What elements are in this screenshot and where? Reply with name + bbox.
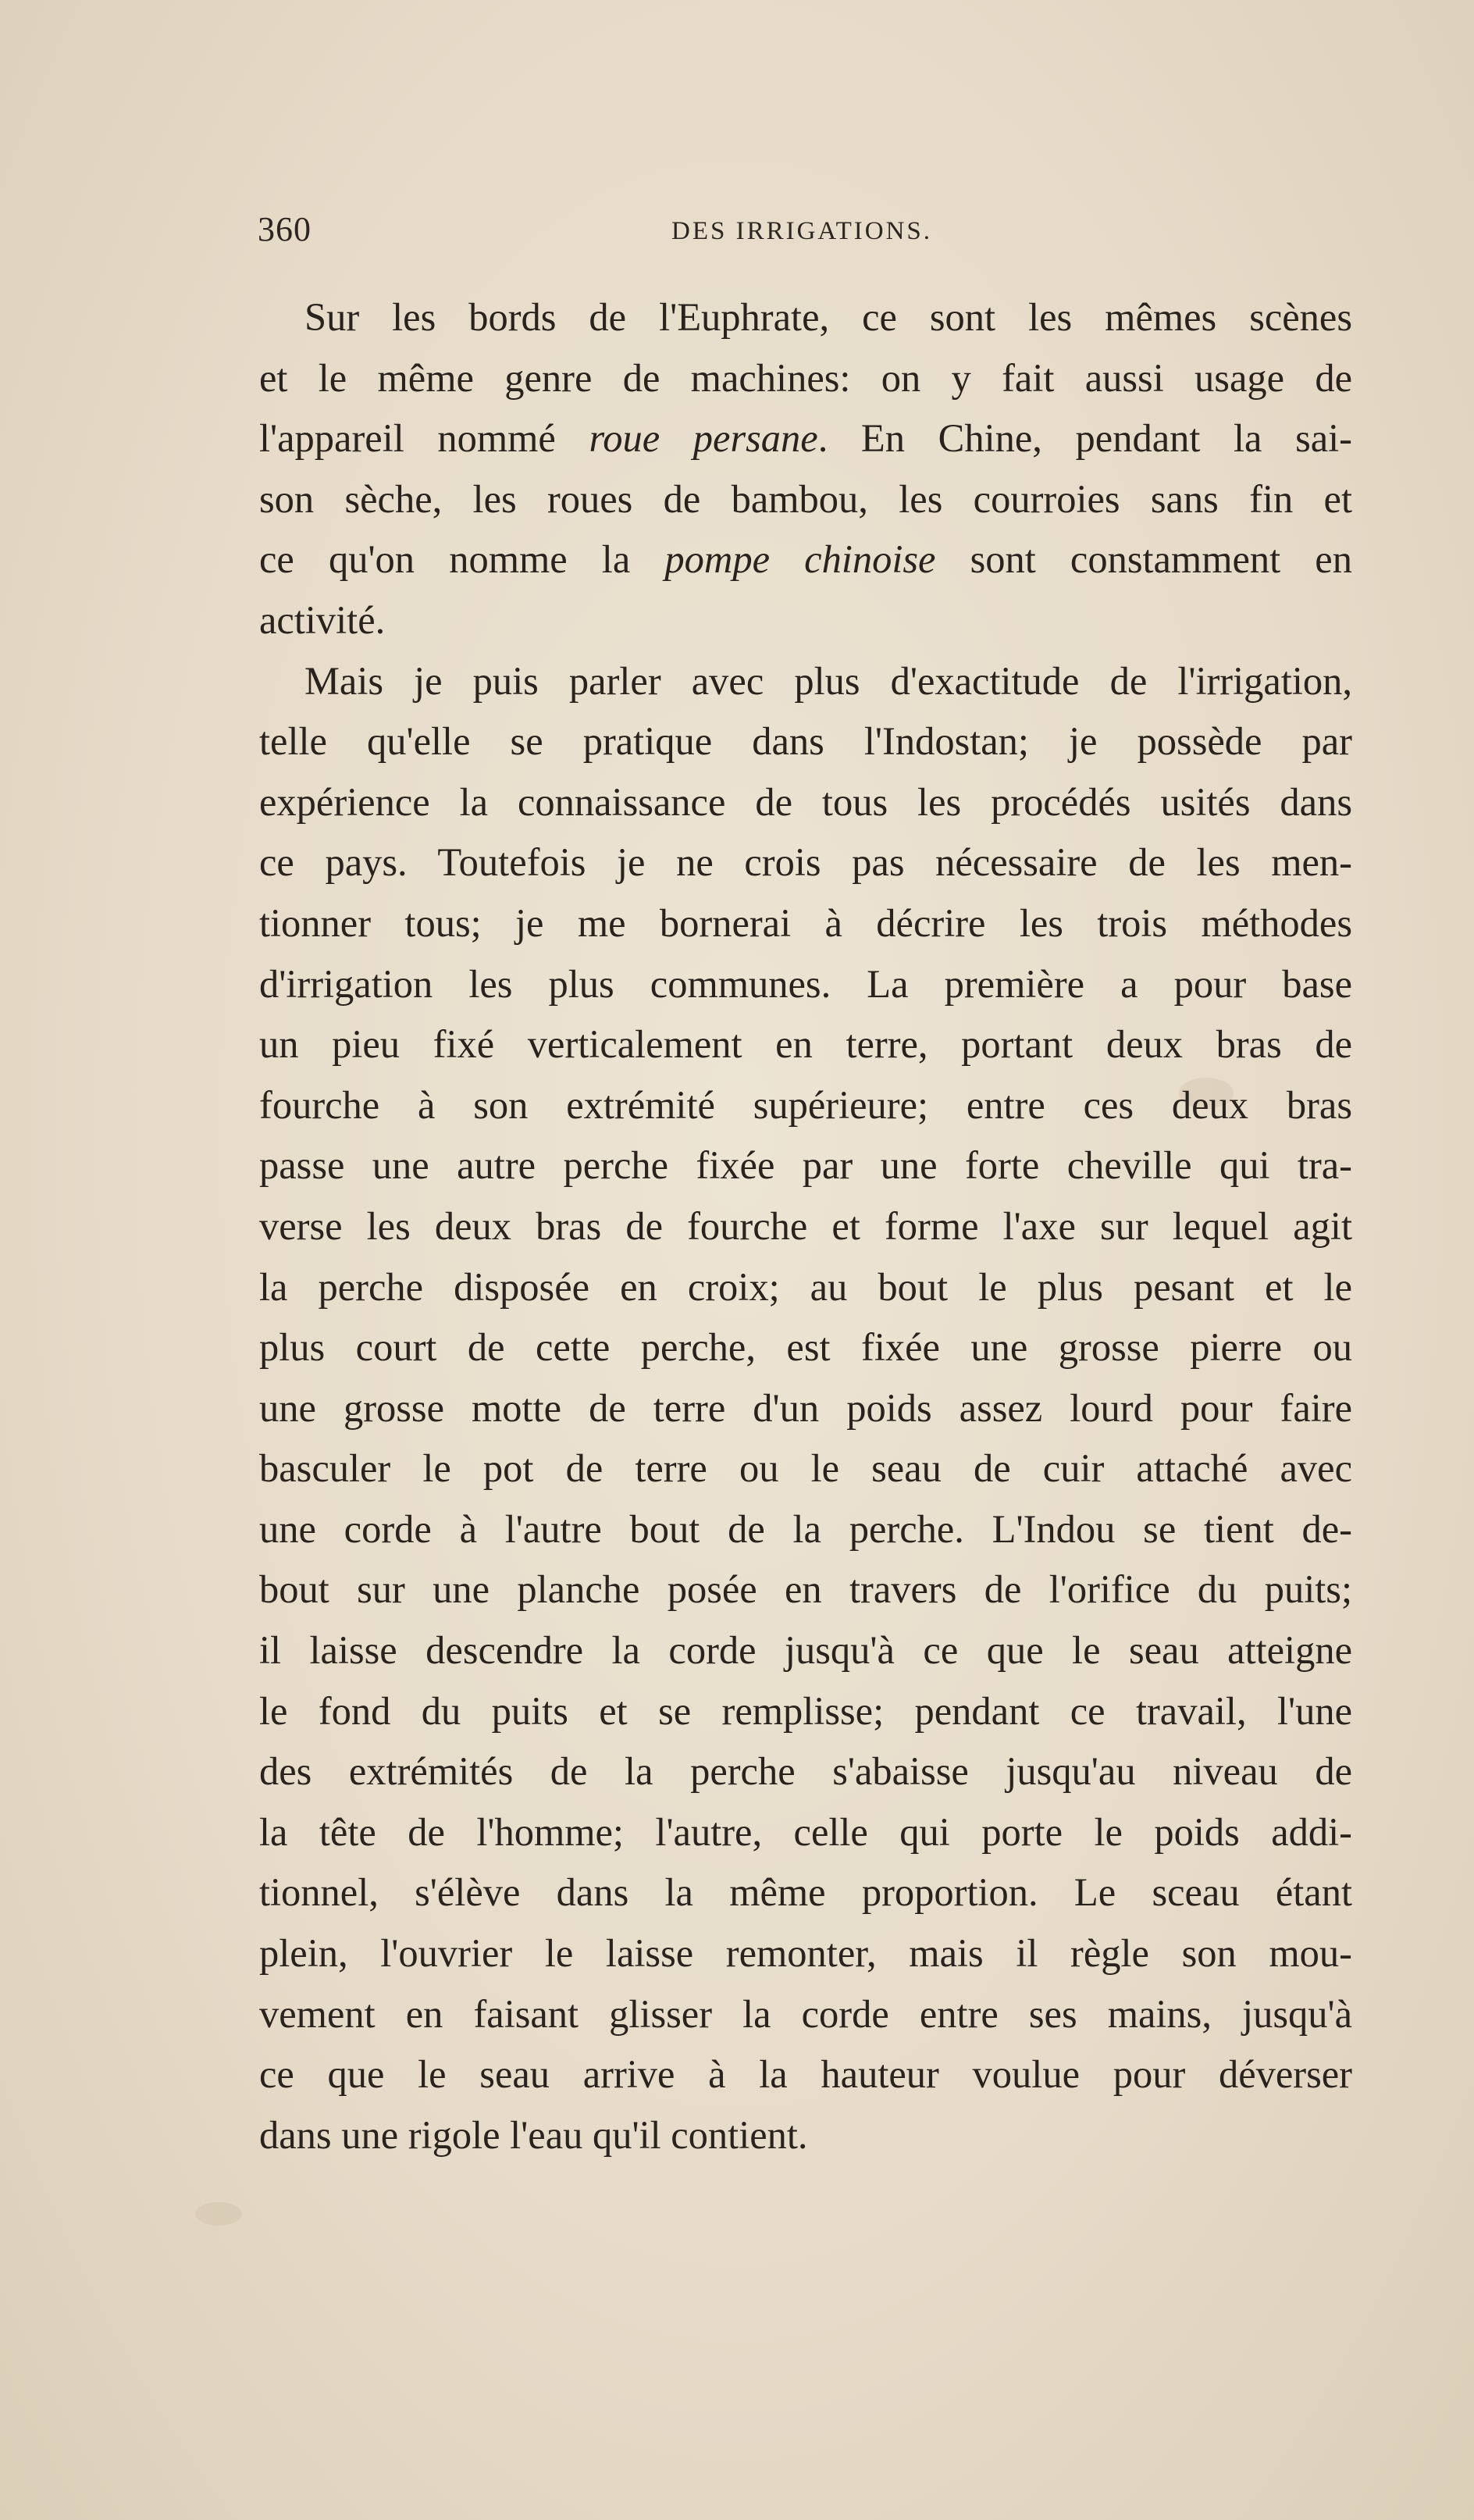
running-head [258,209,1351,256]
text-line: une grosse motte de terre d'un poids assez lourd pour faire [259,1385,1352,1430]
text-line: dans une rigole l'eau qu'il contient. [259,2112,808,2157]
text-line: basculer le pot de terre ou le seau de cuir attaché avec [259,1446,1352,1491]
text-line: le fond du puits et se remplisse; pendant ce travail, l'une [259,1688,1352,1733]
text-line: l'appareil nommé roue persane. En Chine, pendant la sai- [259,416,1352,461]
text-line: Sur les bords de l'Euphrate, ce sont les mêmes scènes [304,295,1352,339]
text-line: et le même genre de machines: on y fait aussi usage de [259,355,1352,400]
text-line: tionnel, s'élève dans la même proportion. Le sceau étant [259,1870,1352,1915]
text-line: verse les deux bras de fourche et forme l'axe sur lequel agit [259,1203,1352,1248]
text-line: la perche disposée en croix; au bout le plus pesant et le [259,1264,1352,1309]
text-line: passe une autre perche fixée par une forte cheville qui tra- [259,1143,1352,1188]
text-line: des extrémités de la perche s'abaisse jusqu'au niveau de [259,1749,1352,1794]
text-line: il laisse descendre la corde jusqu'à ce que le seau atteigne [259,1628,1352,1673]
text-line: ce pays. Toutefois je ne crois pas nécessaire de les men- [259,840,1352,885]
text-line: d'irrigation les plus communes. La première a pour base [259,961,1352,1006]
text-line: plein, l'ouvrier le laisse remonter, mais il règle son mou- [259,1931,1352,1976]
body-text [259,287,1352,2165]
text-line: expérience la connaissance de tous les procédés usités dans [259,779,1352,824]
running-title: DES IRRIGATIONS. [671,217,933,245]
text-line: une corde à l'autre bout de la perche. L'Indou se tient de- [259,1506,1352,1551]
text-line: telle qu'elle se pratique dans l'Indostan; je possède par [259,719,1352,764]
text-line: la tête de l'homme; l'autre, celle qui porte le poids addi- [259,1809,1352,1854]
text-line: tionner tous; je me bornerai à décrire les trois méthodes [259,900,1352,945]
text-line: fourche à son extrémité supérieure; entre ces deux bras [259,1082,1352,1127]
page-number: 360 [258,210,312,248]
text-line: ce qu'on nomme la pompe chinoise sont constamment en [259,537,1352,582]
text-line: Mais je puis parler avec plus d'exactitude de l'irrigation, [304,658,1352,703]
paper-foxing-spot [195,2202,242,2226]
text-line: son sèche, les roues de bambou, les courroies sans fin et [259,476,1352,521]
text-line: ce que le seau arrive à la hauteur voulue pour déverser [259,2052,1352,2097]
text-line: activité. [259,597,386,642]
text-line: vement en faisant glisser la corde entre ses mains, jusqu'à [259,1991,1352,2036]
text-line: bout sur une planche posée en travers de l'orifice du puits; [259,1567,1352,1612]
text-line: plus court de cette perche, est fixée une grosse pierre ou [259,1325,1352,1370]
text-line: un pieu fixé verticalement en terre, portant deux bras de [259,1022,1352,1067]
